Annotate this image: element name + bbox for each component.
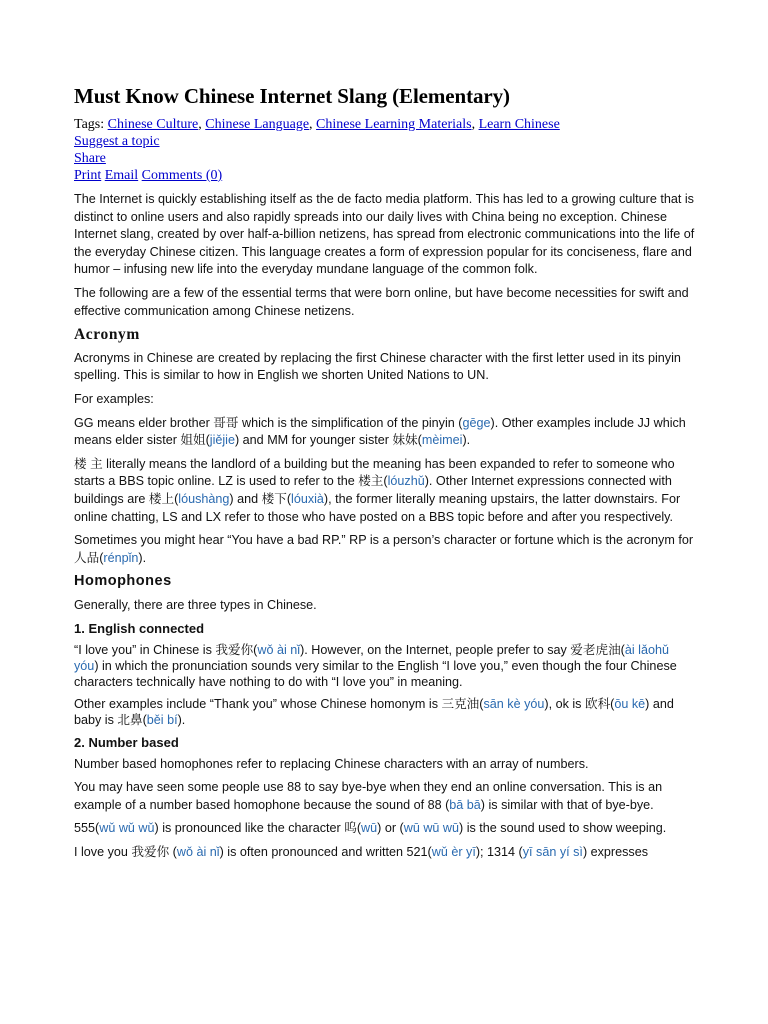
page-title: Must Know Chinese Internet Slang (Elementary) xyxy=(74,84,510,108)
section-heading-acronym: Acronym xyxy=(74,326,140,344)
homophones-love-paragraph: “I love you” in Chinese is 我爱你(wǒ ài nǐ). However, on the Internet, people prefer to say 爱老虎油(ài lǎohǔ yóu) in which the pronunciation sounds very similar to the English “I love you,” even though the four Chinese characters technically have nothing to do with “I love you” in meaning. xyxy=(74,643,677,690)
email-link[interactable]: Email xyxy=(104,168,139,183)
acronym-gg-paragraph: GG means elder brother 哥哥 which is the simplification of the pinyin (gēge). Other examples include JJ which means elder sister 姐姐(jiějie) and MM for younger sister 妹妹(mèimei). xyxy=(74,415,686,448)
tag-link-chinese-learning-materials[interactable]: Chinese Learning Materials xyxy=(316,117,472,132)
pinyin: wǔ wǔ wǔ xyxy=(99,821,155,836)
tags-label: Tags: xyxy=(74,117,105,132)
tag-link-learn-chinese[interactable]: Learn Chinese xyxy=(478,117,560,132)
acronym-paragraph-1: Acronyms in Chinese are created by replacing the first Chinese character with the first letter used in its pinyin spelling. This is similar to how in English we shorten United Nations to UN. xyxy=(74,350,681,383)
suggest-topic-link[interactable]: Suggest a topic xyxy=(74,134,160,149)
acronym-lz-paragraph: 楼 主 literally means the landlord of a building but the meaning has been expanded to refer to someone who starts a BBS topic online. LZ is used to refer to the 楼主(lóuzhǔ). Other Internet expressions connected with buildings are 楼上(lóushàng) and 楼下(lóuxià), the former literally meaning upstairs, the latter downstairs. For online chatting, LS and LX refer to those who have posted on a BBS topic before and after you respectively. xyxy=(74,456,681,524)
subheading-english-connected: 1. English connected xyxy=(74,621,205,637)
pinyin: wū wū wū xyxy=(403,821,460,836)
pinyin: yī sān yí sì xyxy=(522,845,583,860)
intro-paragraph-1: The Internet is quickly establishing itself as the de facto media platform. This has led to a growing culture that is distinct to online users and also rapidly spreads into our daily lives with China being no exception. Chinese Internet slang, created by over half-a-billion netizens, has spread from electronic communications into the life of the everyday Chinese citizen. This language creates a form of expression popular for its conciseness, flare and humor – infusing new life into the everyday mundane language of the common folk. xyxy=(74,192,695,277)
pinyin: lóushàng xyxy=(178,491,230,506)
pinyin: wū xyxy=(361,821,378,836)
tag-link-chinese-culture[interactable]: Chinese Culture xyxy=(107,117,199,132)
pinyin: wǔ èr yī xyxy=(431,845,476,860)
pinyin: lóuxià xyxy=(291,491,324,506)
article-body xyxy=(74,191,696,868)
tag-link-chinese-language[interactable]: Chinese Language xyxy=(205,117,310,132)
homophones-555-paragraph: 555(wǔ wǔ wǔ) is pronounced like the character 呜(wū) or (wū wū wū) is the sound used to show weeping. xyxy=(74,821,667,836)
homophones-others-paragraph: Other examples include “Thank you” whose Chinese homonym is 三克油(sān kè yóu), ok is 欧科(ōu kē) and baby is 北鼻(běi bí). xyxy=(74,697,674,728)
pinyin: wǒ ài nǐ xyxy=(176,845,220,860)
comments-link[interactable]: Comments (0) xyxy=(141,168,223,183)
pinyin: běi bí xyxy=(146,713,178,728)
article-meta xyxy=(74,116,560,184)
acronym-paragraph-2: For examples: xyxy=(74,391,154,406)
number-based-paragraph: Number based homophones refer to replacing Chinese characters with an array of numbers. xyxy=(74,756,589,771)
homophones-iloveyou-paragraph: I love you 我爱你 (wǒ ài nǐ) is often pronounced and written 521(wǔ èr yī); 1314 (yī sān yí sì) expresses xyxy=(74,845,649,860)
intro-paragraph-2: The following are a few of the essential terms that were born online, but have become necessities for swift and effective communication among Chinese netizens. xyxy=(74,285,689,318)
pinyin: ài lǎohǔ yóu xyxy=(74,643,669,674)
print-link[interactable]: Print xyxy=(74,168,102,183)
pinyin: sān kè yóu xyxy=(483,697,545,712)
pinyin: jiějie xyxy=(209,433,235,448)
pinyin: wǒ ài nǐ xyxy=(257,643,301,658)
section-heading-homophones: Homophones xyxy=(74,573,172,590)
pinyin: ōu kē xyxy=(614,697,646,712)
tags-row: Tags: Chinese Culture, Chinese Language, Chinese Learning Materials, Learn Chinese xyxy=(74,117,560,132)
pinyin: gēge xyxy=(462,415,491,430)
subheading-number-based: 2. Number based xyxy=(74,735,179,751)
pinyin: mèimei xyxy=(421,433,463,448)
acronym-rp-paragraph: Sometimes you might hear “You have a bad RP.” RP is a person’s character or fortune which is the acronym for 人品(rénpǐn). xyxy=(74,533,694,565)
pinyin: bā bā xyxy=(449,797,481,812)
homophones-intro: Generally, there are three types in Chinese. xyxy=(74,597,317,612)
homophones-bye-paragraph: You may have seen some people use 88 to say bye-bye when they end an online conversation. This is an example of a number based homophone because the sound of 88 (bā bā) is similar with that of bye-bye. xyxy=(74,780,663,812)
pinyin: rénpǐn xyxy=(103,550,139,565)
share-link[interactable]: Share xyxy=(74,151,106,166)
pinyin: lóuzhǔ xyxy=(387,474,425,489)
